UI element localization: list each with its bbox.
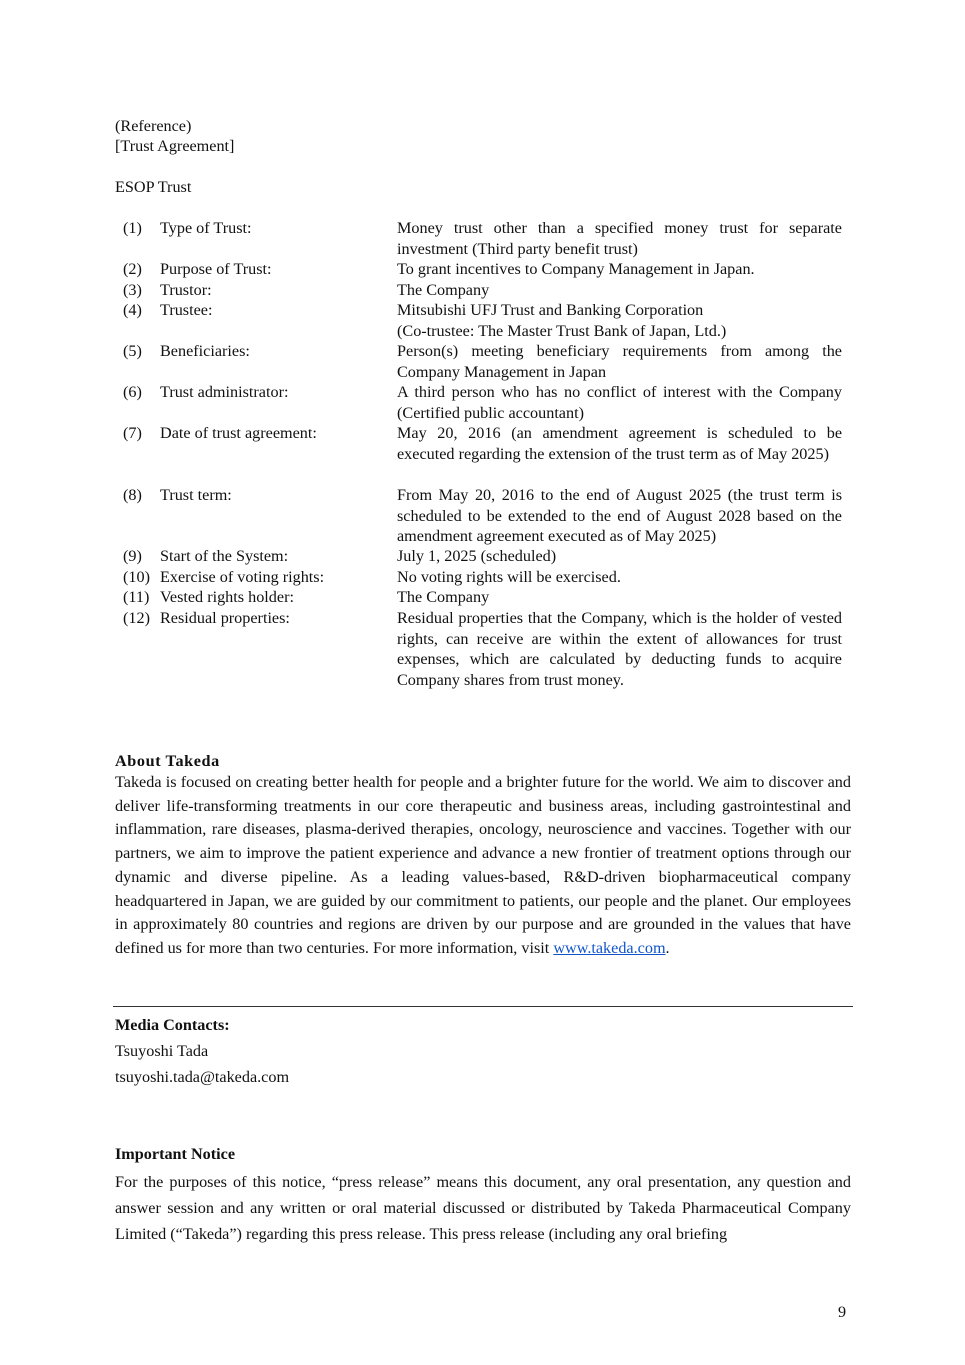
row-label: Purpose of Trust:: [160, 260, 272, 278]
row-value: Money trust other than a specified money trust for separate investment (Third party benefit trust): [397, 219, 842, 258]
trust-row-trustee: [0, 300, 965, 340]
important-notice-heading: Important Notice: [115, 1145, 236, 1163]
row-label: Trust term:: [160, 486, 232, 504]
trust-row-trustor: [0, 280, 965, 300]
row-value: From May 20, 2016 to the end of August 2025 (the trust term is scheduled to be extended to the end of August 2028 based on the amendment agreement executed as of May 2025): [397, 486, 842, 545]
trust-agreement-label: [Trust Agreement]: [115, 137, 235, 155]
row-number: (3): [123, 281, 142, 299]
about-body: Takeda is focused on creating better health for people and a brighter future for the world. We aim to discover and deliver life-transforming treatments in our core therapeutic and business areas, including gastrointestinal and inflammation, rare diseases, plasma-derived therapies, oncology, neuroscience and vaccines. Together with our partners, we aim to improve the patient experience and advance a new frontier of treatment options through our dynamic and diverse pipeline. As a leading values-based, R&D-driven biopharmaceutical company headquartered in Japan, we are guided by our commitment to patients, our people and the planet. Our employees in approximately 80 countries and regions are driven by our purpose and are grounded in the values that have defined us for more than two centuries. For more information, visit: [115, 773, 851, 957]
row-label: Date of trust agreement:: [160, 424, 317, 442]
row-value: No voting rights will be exercised.: [397, 568, 621, 586]
row-number: (1): [123, 219, 142, 237]
trust-row-residual: [0, 608, 965, 689]
trust-row-term: [0, 485, 965, 545]
row-value: Person(s) meeting beneficiary requirements from among the Company Management in Japan: [397, 342, 842, 381]
reference-label: (Reference): [115, 117, 192, 135]
esop-trust-label: ESOP Trust: [115, 178, 192, 196]
row-label: Trustee:: [160, 301, 213, 319]
row-number: (12): [123, 609, 150, 627]
takeda-website-link[interactable]: www.takeda.com: [553, 938, 666, 957]
media-contact-email: tsuyoshi.tada@takeda.com: [115, 1068, 290, 1086]
row-label: Trust administrator:: [160, 383, 289, 401]
row-label: Residual properties:: [160, 609, 290, 627]
row-value: To grant incentives to Company Management in Japan.: [397, 260, 755, 278]
row-number: (9): [123, 547, 142, 565]
trust-row-voting: [0, 567, 965, 587]
row-number: (4): [123, 301, 142, 319]
trust-row-administrator: [0, 382, 965, 422]
about-takeda-heading: About Takeda: [115, 752, 220, 770]
trust-row-purpose: [0, 259, 965, 279]
row-value: A third person who has no conflict of interest with the Company (Certified public accountant): [397, 383, 842, 422]
about-end: .: [665, 938, 670, 957]
trust-row-vested-holder: [0, 587, 965, 607]
trust-row-start: [0, 546, 965, 566]
row-number: (10): [123, 568, 150, 586]
page-number: 9: [838, 1303, 847, 1321]
row-label: Start of the System:: [160, 547, 289, 565]
section-divider: [113, 1006, 853, 1007]
about-takeda-paragraph: [115, 771, 851, 961]
row-number: (6): [123, 383, 142, 401]
row-number: (5): [123, 342, 142, 360]
row-number: (11): [123, 588, 150, 606]
trust-row-beneficiaries: [0, 341, 965, 381]
row-value-cotrustee: (Co-trustee: The Master Trust Bank of Japan, Ltd.): [397, 321, 727, 340]
row-number: (8): [123, 486, 142, 504]
row-value: July 1, 2025 (scheduled): [397, 547, 557, 565]
trust-row-date: [0, 423, 965, 463]
media-contacts-heading: Media Contacts:: [115, 1016, 230, 1034]
row-value: Mitsubishi UFJ Trust and Banking Corporation: [397, 301, 704, 319]
row-value: The Company: [397, 588, 490, 606]
row-label: Beneficiaries:: [160, 342, 250, 360]
row-label: Exercise of voting rights:: [160, 568, 325, 586]
row-value: The Company: [397, 281, 490, 299]
row-number: (2): [123, 260, 142, 278]
row-number: (7): [123, 424, 142, 442]
trust-row-type: [0, 218, 965, 258]
row-label: Trustor:: [160, 281, 212, 299]
important-notice-paragraph: For the purposes of this notice, “press release” means this document, any oral presentation, any question and answer session and any written or oral material discussed or distributed by Takeda Pharmaceutical Company Limited (“Takeda”) regarding this press release. This press release (including any oral briefing: [115, 1173, 851, 1243]
row-value: May 20, 2016 (an amendment agreement is scheduled to be executed regarding the extension of the trust term as of May 2025): [397, 424, 842, 463]
row-value: Residual properties that the Company, which is the holder of vested rights, can receive are within the extent of allowances for trust expenses, which are calculated by deducting funds to acquire Company shares from trust money.: [397, 609, 842, 689]
row-label: Type of Trust:: [160, 219, 252, 237]
row-label: Vested rights holder:: [160, 588, 294, 606]
media-contact-name: Tsuyoshi Tada: [115, 1042, 209, 1060]
